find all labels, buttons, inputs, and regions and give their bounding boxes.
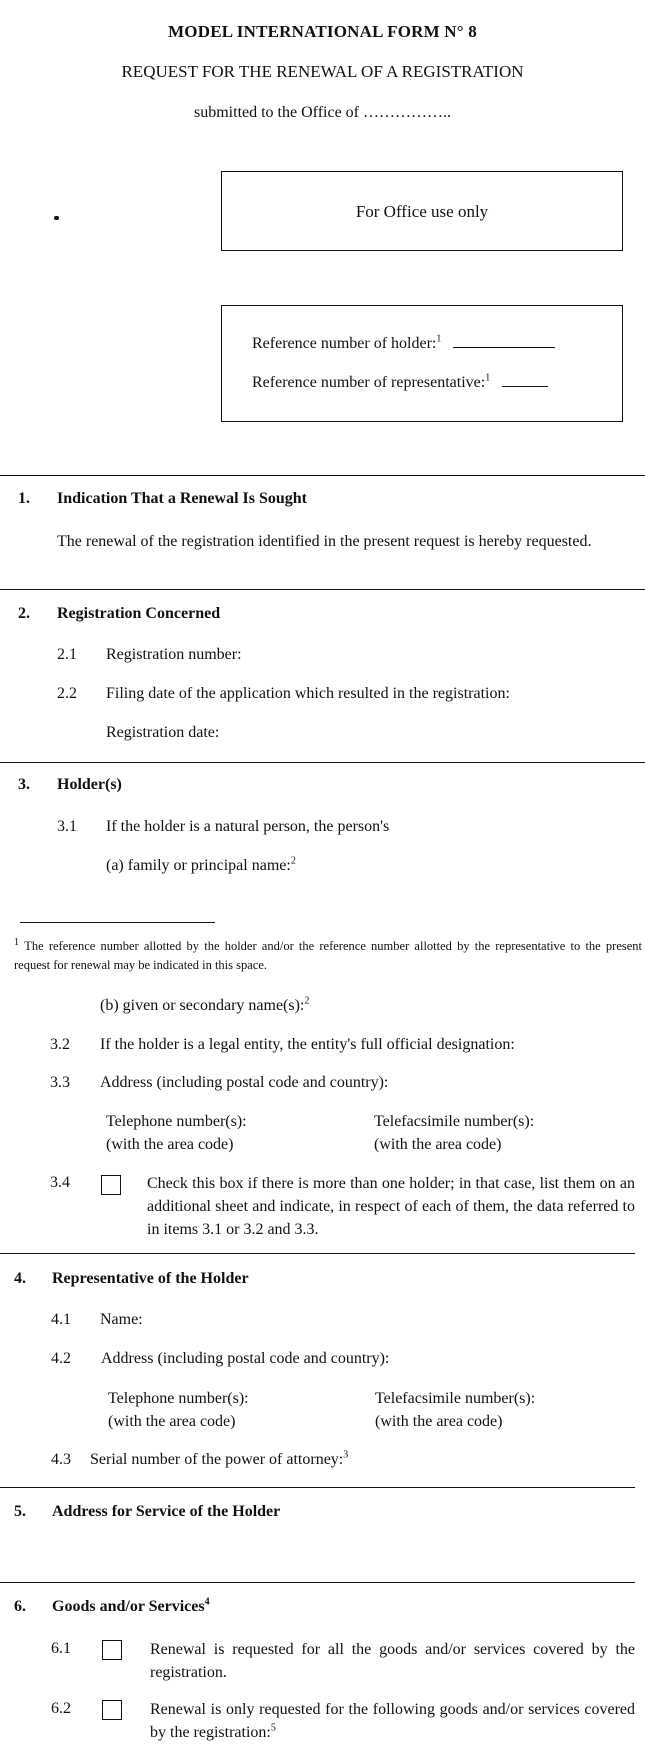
section-4-title: Representative of the Holder	[52, 1270, 249, 1287]
ref-rep-field[interactable]	[502, 372, 548, 387]
renew-all-checkbox[interactable]	[102, 1640, 122, 1660]
given-name-label: (b) given or secondary name(s):	[100, 997, 305, 1014]
rep-fax-label: Telefacsimile number(s):	[375, 1390, 536, 1407]
power-of-attorney-row	[51, 1451, 348, 1469]
divider	[0, 475, 645, 476]
given-name-footnote-marker: 2	[304, 995, 310, 1007]
footnote-1	[14, 937, 642, 975]
family-name-row	[106, 857, 296, 875]
legal-entity-label: If the holder is a legal entity, the entity's full official designation:	[100, 1036, 515, 1053]
holder-telephone-label: Telephone number(s):	[106, 1113, 247, 1130]
form-title: MODEL INTERNATIONAL FORM N° 8	[168, 22, 477, 41]
item-3-4-number: 3.4	[50, 1174, 70, 1191]
form-subtitle: REQUEST FOR THE RENEWAL OF A REGISTRATION	[121, 62, 524, 81]
ref-holder-footnote-marker: 1	[436, 333, 442, 345]
ref-holder-field[interactable]	[453, 333, 555, 348]
section-6-title-row	[52, 1598, 210, 1616]
section-1-title: Indication That a Renewal Is Sought	[57, 490, 307, 507]
holder-fax-label: Telefacsimile number(s):	[374, 1113, 535, 1130]
section-5-number: 5.	[14, 1503, 26, 1520]
power-of-attorney-footnote-marker: 3	[343, 1449, 349, 1461]
section-6-title: Goods and/or Services	[52, 1598, 205, 1615]
ref-rep-label: Reference number of representative:	[252, 374, 486, 391]
item-6-2-number: 6.2	[51, 1700, 71, 1717]
representative-address-label: Address (including postal code and country):	[101, 1350, 390, 1367]
representative-name-label: Name:	[100, 1311, 143, 1328]
item-4-3-number: 4.3	[51, 1451, 71, 1468]
renew-partial-row	[150, 1698, 635, 1744]
rep-telephone-sublabel: (with the area code)	[108, 1413, 236, 1430]
natural-person-label: If the holder is a natural person, the person's	[106, 818, 390, 835]
section-1-text: The renewal of the registration identified in the present request is hereby requested.	[57, 533, 592, 550]
item-4-2-number: 4.2	[51, 1350, 71, 1367]
family-name-label: (a) family or principal name:	[106, 857, 291, 874]
renew-partial-text: Renewal is only requested for the following goods and/or services covered by the registration:	[150, 1701, 635, 1741]
rep-telephone-label: Telephone number(s):	[108, 1390, 249, 1407]
renew-all-text: Renewal is requested for all the goods and/or services covered by the registration.	[150, 1641, 635, 1681]
section-2-title: Registration Concerned	[57, 605, 221, 622]
ref-rep-row	[252, 372, 548, 392]
item-3-2-number: 3.2	[50, 1036, 70, 1053]
multiple-holders-text: Check this box if there is more than one holder; in that case, list them on an additional sheet and indicate, in respect of each of them, the data referred to in items 3.1 or 3.2 and 3.3.	[147, 1175, 635, 1238]
renew-partial-checkbox[interactable]	[102, 1700, 122, 1720]
section-5-title: Address for Service of the Holder	[52, 1503, 281, 1520]
item-2-1-number: 2.1	[57, 646, 77, 663]
divider	[0, 589, 645, 590]
power-of-attorney-label: Serial number of the power of attorney:	[90, 1451, 344, 1468]
family-name-footnote-marker: 2	[290, 855, 296, 867]
divider	[0, 1582, 635, 1583]
office-use-box	[221, 171, 623, 251]
section-4-number: 4.	[14, 1270, 26, 1287]
registration-date-label: Registration date:	[106, 724, 220, 741]
given-name-row	[100, 997, 309, 1015]
submitted-to-office: submitted to the Office of ……………..	[194, 104, 451, 121]
ref-holder-label: Reference number of holder:	[252, 335, 437, 352]
footnote-rule	[20, 922, 215, 923]
filing-date-label: Filing date of the application which resulted in the registration:	[106, 685, 510, 702]
item-3-1-number: 3.1	[57, 818, 77, 835]
section-3-number: 3.	[18, 776, 30, 793]
rep-fax-sublabel: (with the area code)	[375, 1413, 503, 1430]
stray-mark	[54, 216, 59, 220]
renew-partial-footnote-marker: 5	[270, 1722, 276, 1734]
section-3-title: Holder(s)	[57, 776, 122, 793]
reference-numbers-box	[221, 305, 623, 422]
divider	[0, 1487, 635, 1488]
ref-holder-row	[252, 333, 555, 353]
item-6-1-number: 6.1	[51, 1640, 71, 1657]
section-2-number: 2.	[18, 605, 30, 622]
holder-address-label: Address (including postal code and country):	[100, 1074, 389, 1091]
section-1-number: 1.	[18, 490, 30, 507]
section-6-footnote-marker: 4	[204, 1596, 210, 1608]
footnote-1-marker: 1	[14, 936, 19, 948]
divider	[0, 762, 645, 763]
multiple-holders-checkbox[interactable]	[101, 1175, 121, 1195]
divider	[0, 1253, 635, 1254]
item-2-2-number: 2.2	[57, 685, 77, 702]
item-3-3-number: 3.3	[50, 1074, 70, 1091]
section-6-number: 6.	[14, 1598, 26, 1615]
office-use-label: For Office use only	[355, 202, 489, 221]
holder-telephone-sublabel: (with the area code)	[106, 1136, 234, 1153]
footnote-1-text: The reference number allotted by the holder and/or the reference number allotted by the representative to the present request for renewal may be indicated in this space.	[14, 939, 643, 972]
ref-rep-footnote-marker: 1	[485, 372, 491, 384]
registration-number-label: Registration number:	[106, 646, 242, 663]
item-4-1-number: 4.1	[51, 1311, 71, 1328]
holder-fax-sublabel: (with the area code)	[374, 1136, 502, 1153]
